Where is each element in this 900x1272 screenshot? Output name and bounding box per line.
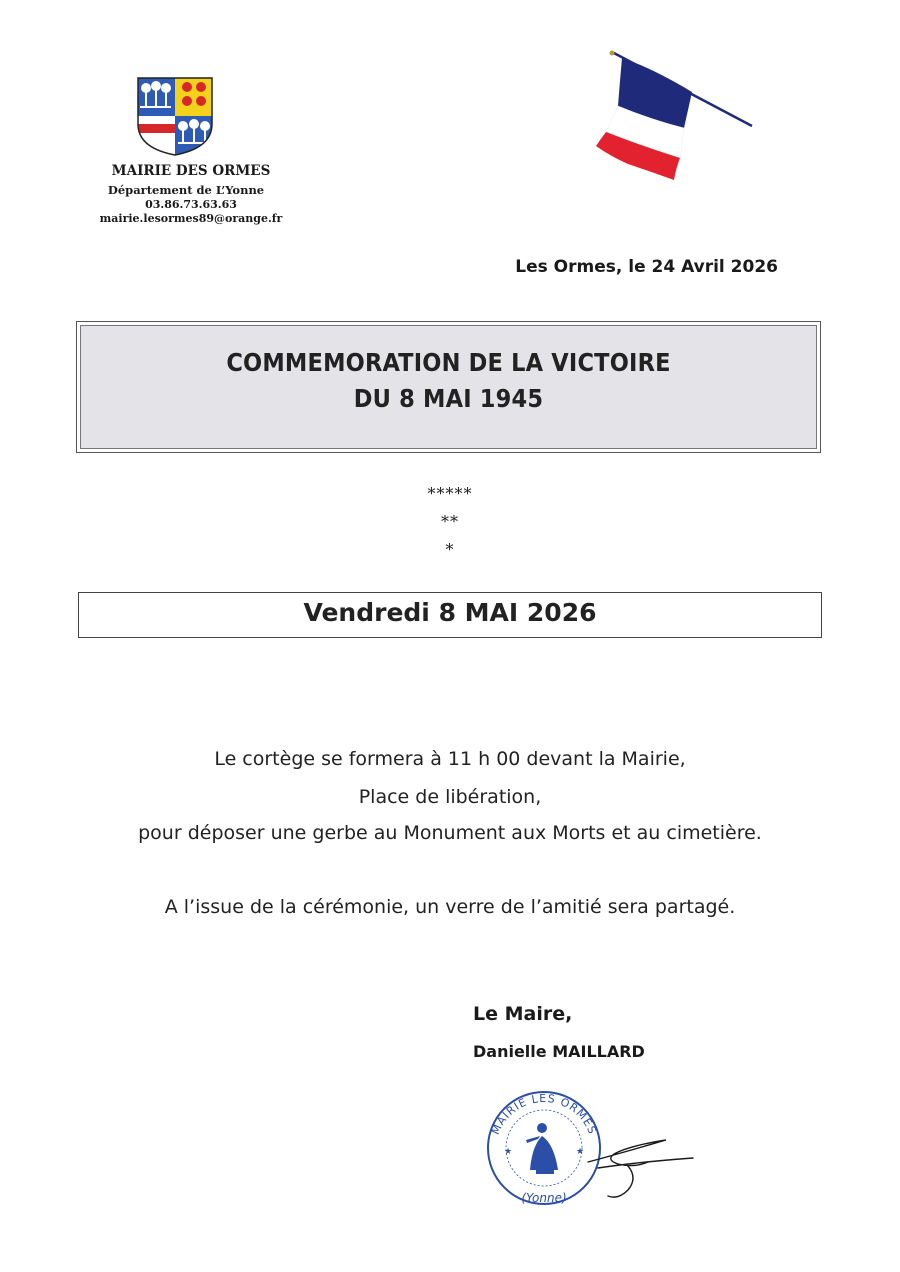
- title-line-1: COMMEMORATION DE LA VICTOIRE: [226, 348, 671, 377]
- stars-separator-3: *: [445, 540, 455, 559]
- org-email: mairie.lesormes89@orange.fr: [99, 212, 283, 225]
- french-flag-icon: [592, 50, 754, 185]
- mayor-title: Le Maire,: [473, 1003, 573, 1025]
- title-box: [76, 321, 821, 453]
- svg-text:★: ★: [576, 1147, 585, 1157]
- org-name: MAIRIE DES ORMES: [111, 163, 271, 179]
- body-line-1: Le cortège se formera à 11 h 00 devant la Mairie,: [214, 748, 686, 770]
- org-phone: 03.86.73.63.63: [145, 198, 237, 211]
- date-line: Les Ormes, le 24 Avril 2026: [515, 257, 778, 277]
- stamp-top-text: MAIRIE LES ORMES: [488, 1091, 600, 1137]
- event-day: Vendredi 8 MAI 2026: [303, 598, 597, 627]
- stars-separator-2: **: [441, 512, 459, 531]
- mairie-stamp-icon: [478, 1088, 708, 1218]
- org-department: Département de L’Yonne: [107, 183, 265, 197]
- mayor-name: Danielle MAILLARD: [473, 1042, 645, 1061]
- coat-of-arms-icon: [136, 76, 214, 156]
- body-line-3: pour déposer une gerbe au Monument aux Morts et au cimetière.: [138, 822, 762, 844]
- event-day-box: [78, 592, 822, 638]
- title-line-2: DU 8 MAI 1945: [353, 384, 544, 413]
- stamp-bottom-text: (Yonne): [521, 1191, 567, 1205]
- body-line-4: A l’issue de la cérémonie, un verre de l’amitié sera partagé.: [164, 896, 736, 918]
- stars-separator-1: *****: [427, 484, 473, 503]
- svg-text:★: ★: [504, 1147, 513, 1157]
- body-line-2: Place de libération,: [358, 786, 542, 808]
